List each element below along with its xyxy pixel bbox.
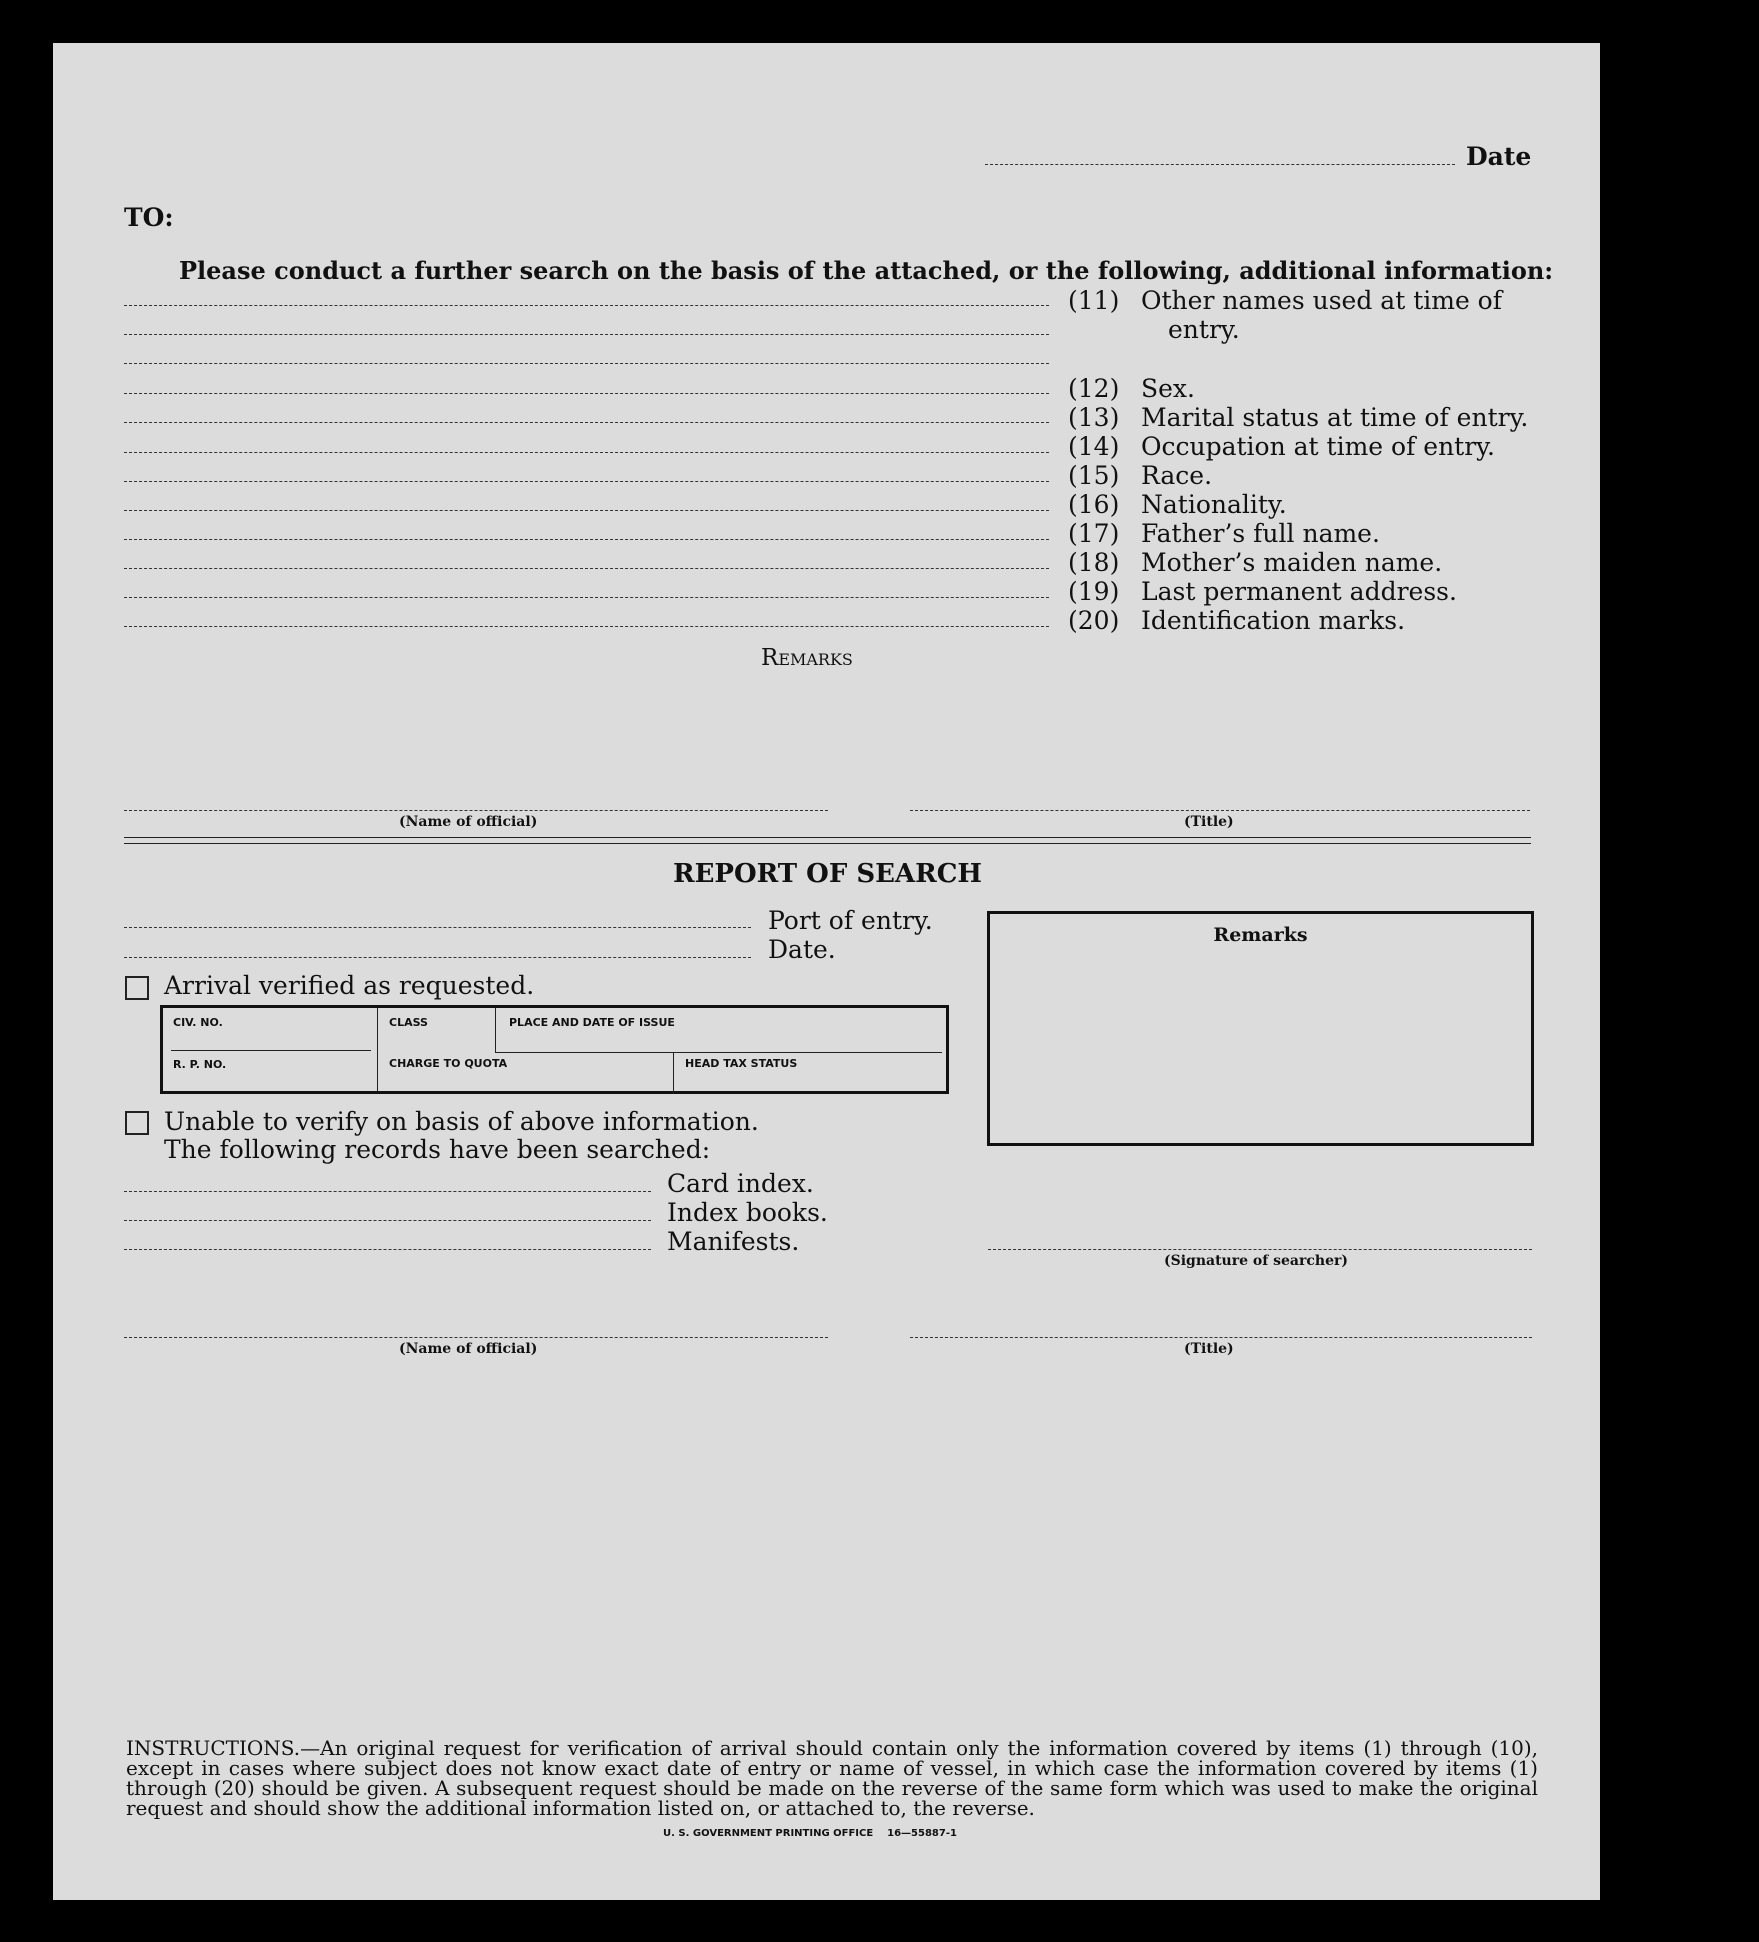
section-divider-top — [124, 837, 1531, 838]
unable-to-verify-label: Unable to verify on basis of above information. — [164, 1107, 759, 1136]
report-official-name-caption: (Name of official) — [399, 1341, 538, 1357]
item-20-label: Identification marks. — [1141, 606, 1406, 635]
item-14-label: Occupation at time of entry. — [1141, 432, 1495, 461]
form-page — [53, 43, 1600, 1900]
table-col-divider-2 — [495, 1008, 496, 1053]
card-index-line[interactable] — [124, 1191, 651, 1192]
index-books-label: Index books. — [667, 1198, 828, 1227]
to-label: TO: — [124, 203, 174, 232]
class-header: CLASS — [389, 1016, 428, 1029]
verification-table — [160, 1005, 949, 1094]
port-of-entry-label: Port of entry. — [768, 906, 933, 935]
item-11-line-2[interactable] — [124, 334, 1049, 335]
item-12-number: (12) — [1068, 374, 1120, 403]
item-11-label-cont: entry. — [1168, 315, 1240, 344]
searcher-signature-caption: (Signature of searcher) — [1164, 1253, 1348, 1269]
section-divider-bottom — [124, 843, 1531, 844]
report-official-name-line[interactable] — [124, 1337, 828, 1338]
item-13-number: (13) — [1068, 403, 1120, 432]
request-official-name-line[interactable] — [124, 810, 828, 811]
request-title-caption: (Title) — [1184, 814, 1234, 830]
civ-no-header: CIV. NO. — [173, 1016, 223, 1029]
item-18-line[interactable] — [124, 568, 1049, 569]
item-11-label: Other names used at time of — [1141, 286, 1502, 315]
item-20-line[interactable] — [124, 626, 1049, 627]
arrival-verified-checkbox[interactable] — [125, 976, 149, 1000]
item-20-number: (20) — [1068, 606, 1120, 635]
item-14-number: (14) — [1068, 432, 1120, 461]
date-label: Date — [1466, 142, 1532, 171]
item-16-label: Nationality. — [1141, 490, 1287, 519]
item-19-label: Last permanent address. — [1141, 577, 1457, 606]
remarks-box-label: Remarks — [1213, 924, 1308, 946]
item-17-label: Father’s full name. — [1141, 519, 1380, 548]
item-11-line-3[interactable] — [124, 363, 1049, 364]
request-official-name-caption: (Name of official) — [399, 814, 538, 830]
item-16-line[interactable] — [124, 510, 1049, 511]
item-12-label: Sex. — [1141, 374, 1195, 403]
report-date-line[interactable] — [124, 957, 751, 958]
item-16-number: (16) — [1068, 490, 1120, 519]
item-13-line[interactable] — [124, 422, 1049, 423]
item-17-number: (17) — [1068, 519, 1120, 548]
port-of-entry-line[interactable] — [124, 927, 751, 928]
request-intro: Please conduct a further search on the basis of the attached, or the following, additional information: — [179, 256, 1554, 285]
date-field-line[interactable] — [985, 164, 1455, 165]
card-index-label: Card index. — [667, 1169, 814, 1198]
item-19-number: (19) — [1068, 577, 1120, 606]
remarks-heading: Remarks — [761, 645, 853, 671]
item-15-number: (15) — [1068, 461, 1120, 490]
charge-to-quota-header: CHARGE TO QUOTA — [389, 1057, 508, 1070]
printing-office-footer: U. S. GOVERNMENT PRINTING OFFICE 16—55887-1 — [663, 1828, 957, 1839]
item-18-number: (18) — [1068, 548, 1120, 577]
searcher-signature-line[interactable] — [988, 1249, 1532, 1250]
report-title-caption: (Title) — [1184, 1341, 1234, 1357]
place-date-issue-header: PLACE AND DATE OF ISSUE — [509, 1016, 675, 1029]
report-date-label: Date. — [768, 935, 836, 964]
index-books-line[interactable] — [124, 1220, 651, 1221]
report-title-line[interactable] — [910, 1337, 1532, 1338]
head-tax-status-header: HEAD TAX STATUS — [685, 1057, 798, 1070]
item-13-label: Marital status at time of entry. — [1141, 403, 1529, 432]
remarks-box[interactable] — [987, 911, 1534, 1146]
table-col-divider-1 — [377, 1008, 378, 1091]
table-col-divider-3 — [673, 1053, 674, 1094]
manifests-label: Manifests. — [667, 1227, 800, 1256]
table-row-divider-left — [171, 1050, 371, 1051]
instructions-text: INSTRUCTIONS.—An original request for verification of arrival should contain only the information covered by items (1) through (10), except in cases where subject does not know exact date of entry or name of vessel, in which case the information covered by items (1) through (20) should be given. A subsequent request should be made on the reverse of the same form which was used to make the original request and should show the additional information listed on, or attached to, the reverse. — [126, 1736, 1538, 1820]
item-15-label: Race. — [1141, 461, 1213, 490]
item-17-line[interactable] — [124, 539, 1049, 540]
item-14-line[interactable] — [124, 452, 1049, 453]
item-19-line[interactable] — [124, 597, 1049, 598]
manifests-line[interactable] — [124, 1249, 651, 1250]
item-12-line[interactable] — [124, 393, 1049, 394]
request-title-line[interactable] — [910, 810, 1530, 811]
arrival-verified-label: Arrival verified as requested. — [164, 971, 535, 1000]
unable-to-verify-checkbox[interactable] — [125, 1111, 149, 1135]
rp-no-header: R. P. NO. — [173, 1058, 227, 1071]
records-searched-label: The following records have been searched: — [164, 1135, 711, 1164]
item-11-number: (11) — [1068, 286, 1120, 315]
item-15-line[interactable] — [124, 481, 1049, 482]
item-18-label: Mother’s maiden name. — [1141, 548, 1443, 577]
item-11-line-1[interactable] — [124, 305, 1049, 306]
table-row-divider-right — [495, 1052, 942, 1053]
report-heading: REPORT OF SEARCH — [673, 859, 982, 889]
